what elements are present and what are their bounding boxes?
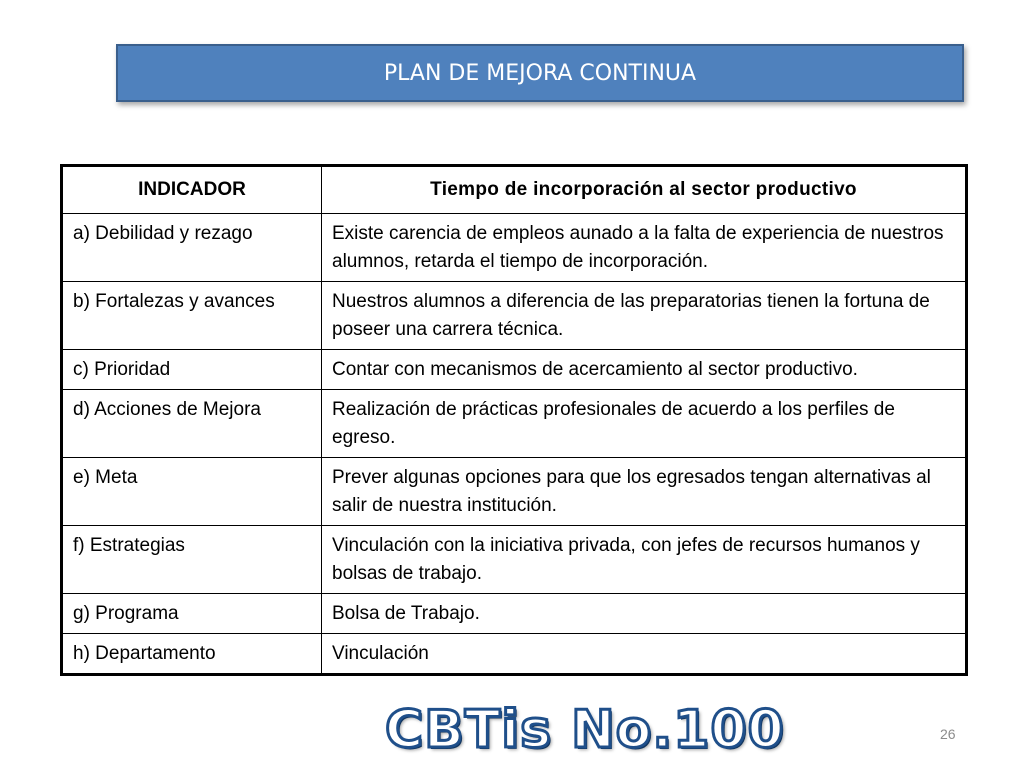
indicator-cell: e) Meta	[62, 458, 322, 526]
table-row	[62, 282, 967, 350]
description-cell: Existe carencia de empleos aunado a la falta de experiencia de nuestros alumnos, retarda el tiempo de incorporación.	[322, 214, 967, 282]
page-number: 26	[940, 726, 956, 742]
improvement-plan-table	[60, 164, 968, 676]
indicator-cell: c) Prioridad	[62, 350, 322, 390]
indicator-cell: f) Estrategias	[62, 526, 322, 594]
table-row	[62, 458, 967, 526]
description-cell: Realización de prácticas profesionales de acuerdo a los perfiles de egreso.	[322, 390, 967, 458]
header-tiempo-incorporacion: Tiempo de incorporación al sector productivo	[322, 166, 967, 214]
description-cell: Vinculación	[322, 634, 967, 675]
description-cell: Prever algunas opciones para que los egresados tengan alternativas al salir de nuestra institución.	[322, 458, 967, 526]
indicator-cell: h) Departamento	[62, 634, 322, 675]
description-cell: Contar con mecanismos de acercamiento al sector productivo.	[322, 350, 967, 390]
table-row	[62, 350, 967, 390]
table-row	[62, 526, 967, 594]
description-cell: Nuestros alumnos a diferencia de las preparatorias tienen la fortuna de poseer una carrera técnica.	[322, 282, 967, 350]
description-cell: Vinculación con la iniciativa privada, con jefes de recursos humanos y bolsas de trabajo.	[322, 526, 967, 594]
header-indicador: INDICADOR	[62, 166, 322, 214]
table-header-row	[62, 166, 967, 214]
indicator-cell: d) Acciones de Mejora	[62, 390, 322, 458]
description-cell: Bolsa de Trabajo.	[322, 594, 967, 634]
table-row	[62, 390, 967, 458]
title-banner	[116, 44, 964, 102]
indicator-cell: a) Debilidad y rezago	[62, 214, 322, 282]
indicator-cell: g) Programa	[62, 594, 322, 634]
table-row	[62, 214, 967, 282]
indicator-cell: b) Fortalezas y avances	[62, 282, 322, 350]
table-row	[62, 594, 967, 634]
cbtis-logo-text: CBTis No.100	[385, 700, 785, 760]
table-row	[62, 634, 967, 675]
slide-title: PLAN DE MEJORA CONTINUA	[383, 60, 697, 86]
